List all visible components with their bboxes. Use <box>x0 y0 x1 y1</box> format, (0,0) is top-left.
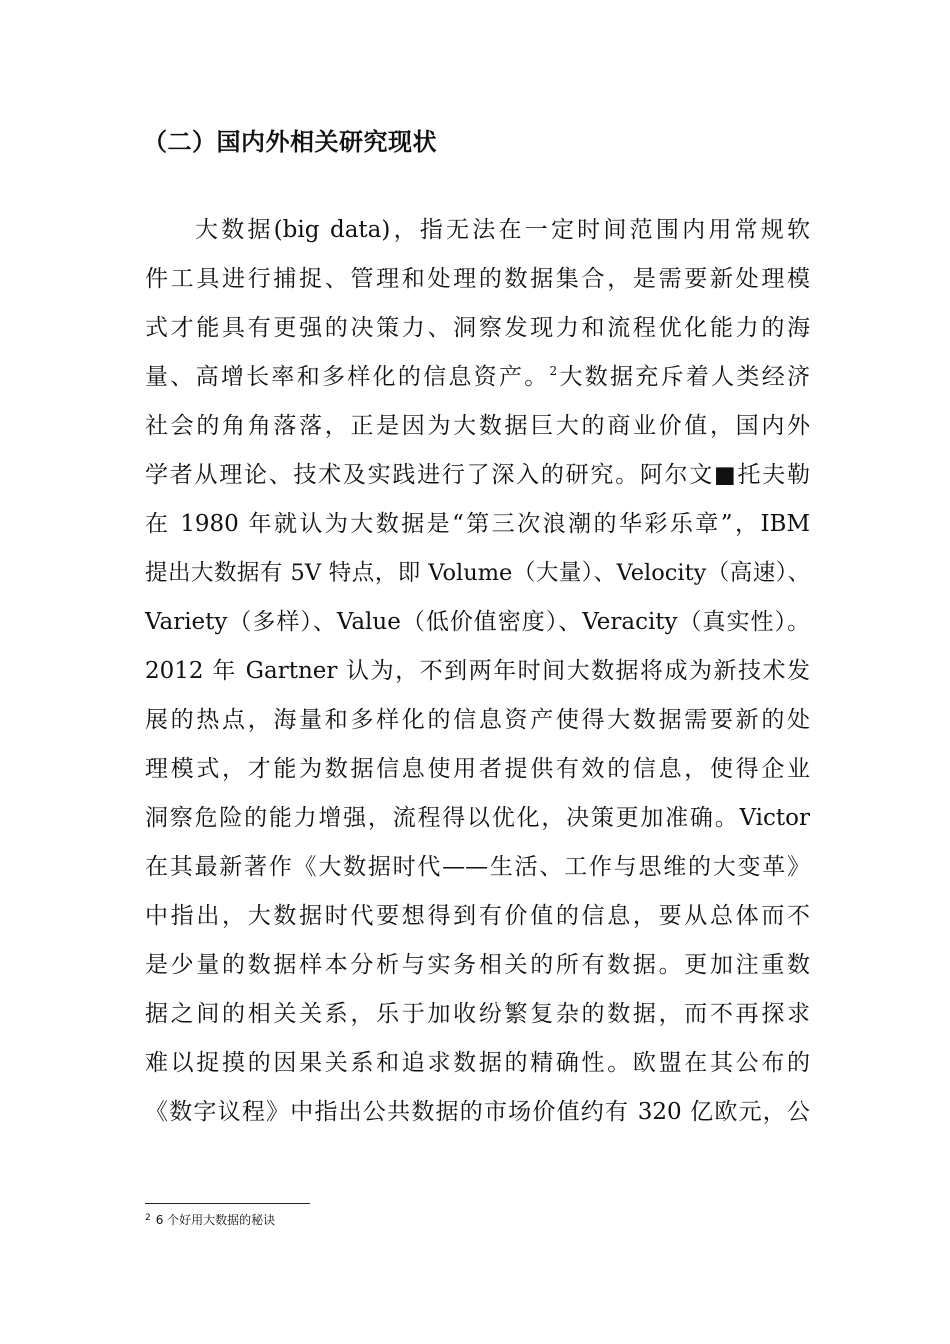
body-line: 学者从理论、技术及实践进行了深入的研究。阿尔文■托夫勒 <box>145 462 810 488</box>
footnote-reference: 2 <box>549 364 558 378</box>
body-line: 是少量的数据样本分析与实务相关的所有数据。更加注重数 <box>145 952 810 978</box>
footnote-mark: 2 <box>145 1213 151 1223</box>
body-line: 据之间的相关关系，乐于加收纷繁复杂的数据，而不再探求 <box>145 1001 810 1027</box>
body-line: 《数字议程》中指出公共数据的市场价值约有 320 亿欧元，公 <box>145 1099 810 1125</box>
section-heading: （二）国内外相关研究现状 <box>143 128 437 156</box>
body-line: 展的热点，海量和多样化的信息资产使得大数据需要新的处 <box>145 707 810 733</box>
body-line: 难以捉摸的因果关系和追求数据的精确性。欧盟在其公布的 <box>145 1050 810 1076</box>
footnote-text: 6 个好用大数据的秘诀 <box>155 1213 276 1227</box>
body-line: 理模式，才能为数据信息使用者提供有效的信息，使得企业 <box>145 756 810 782</box>
body-line: 件工具进行捕捉、管理和处理的数据集合，是需要新处理模 <box>145 266 810 292</box>
body-line: 洞察危险的能力增强，流程得以优化，决策更加准确。Victor <box>145 805 810 831</box>
body-text: 大数据充斥着人类经济 <box>557 364 811 390</box>
body-line: 中指出，大数据时代要想得到有价值的信息，要从总体而不 <box>145 903 810 929</box>
body-text: 量、高增长率和多样化的信息资产。 <box>145 364 550 390</box>
body-line: 2012 年 Gartner 认为，不到两年时间大数据将成为新技术发 <box>145 658 810 684</box>
footnote <box>145 1211 275 1228</box>
footnote-separator <box>145 1203 310 1204</box>
body-line: 社会的角角落落，正是因为大数据巨大的商业价值，国内外 <box>145 413 810 439</box>
body-line: Variety（多样）、Value（低价值密度）、Veracity（真实性）。 <box>145 609 810 635</box>
body-line: 大数据(big data)，指无法在一定时间范围内用常规软 <box>195 217 810 243</box>
body-line: 在 1980 年就认为大数据是“第三次浪潮的华彩乐章”，IBM <box>145 511 810 537</box>
body-line: 在其最新著作《大数据时代——生活、工作与思维的大变革》 <box>145 854 810 880</box>
body-line: 式才能具有更强的决策力、洞察发现力和流程优化能力的海 <box>145 315 810 341</box>
body-line: 提出大数据有 5V 特点，即 Volume（大量）、Velocity（高速）、 <box>145 560 810 586</box>
body-line <box>145 362 810 392</box>
